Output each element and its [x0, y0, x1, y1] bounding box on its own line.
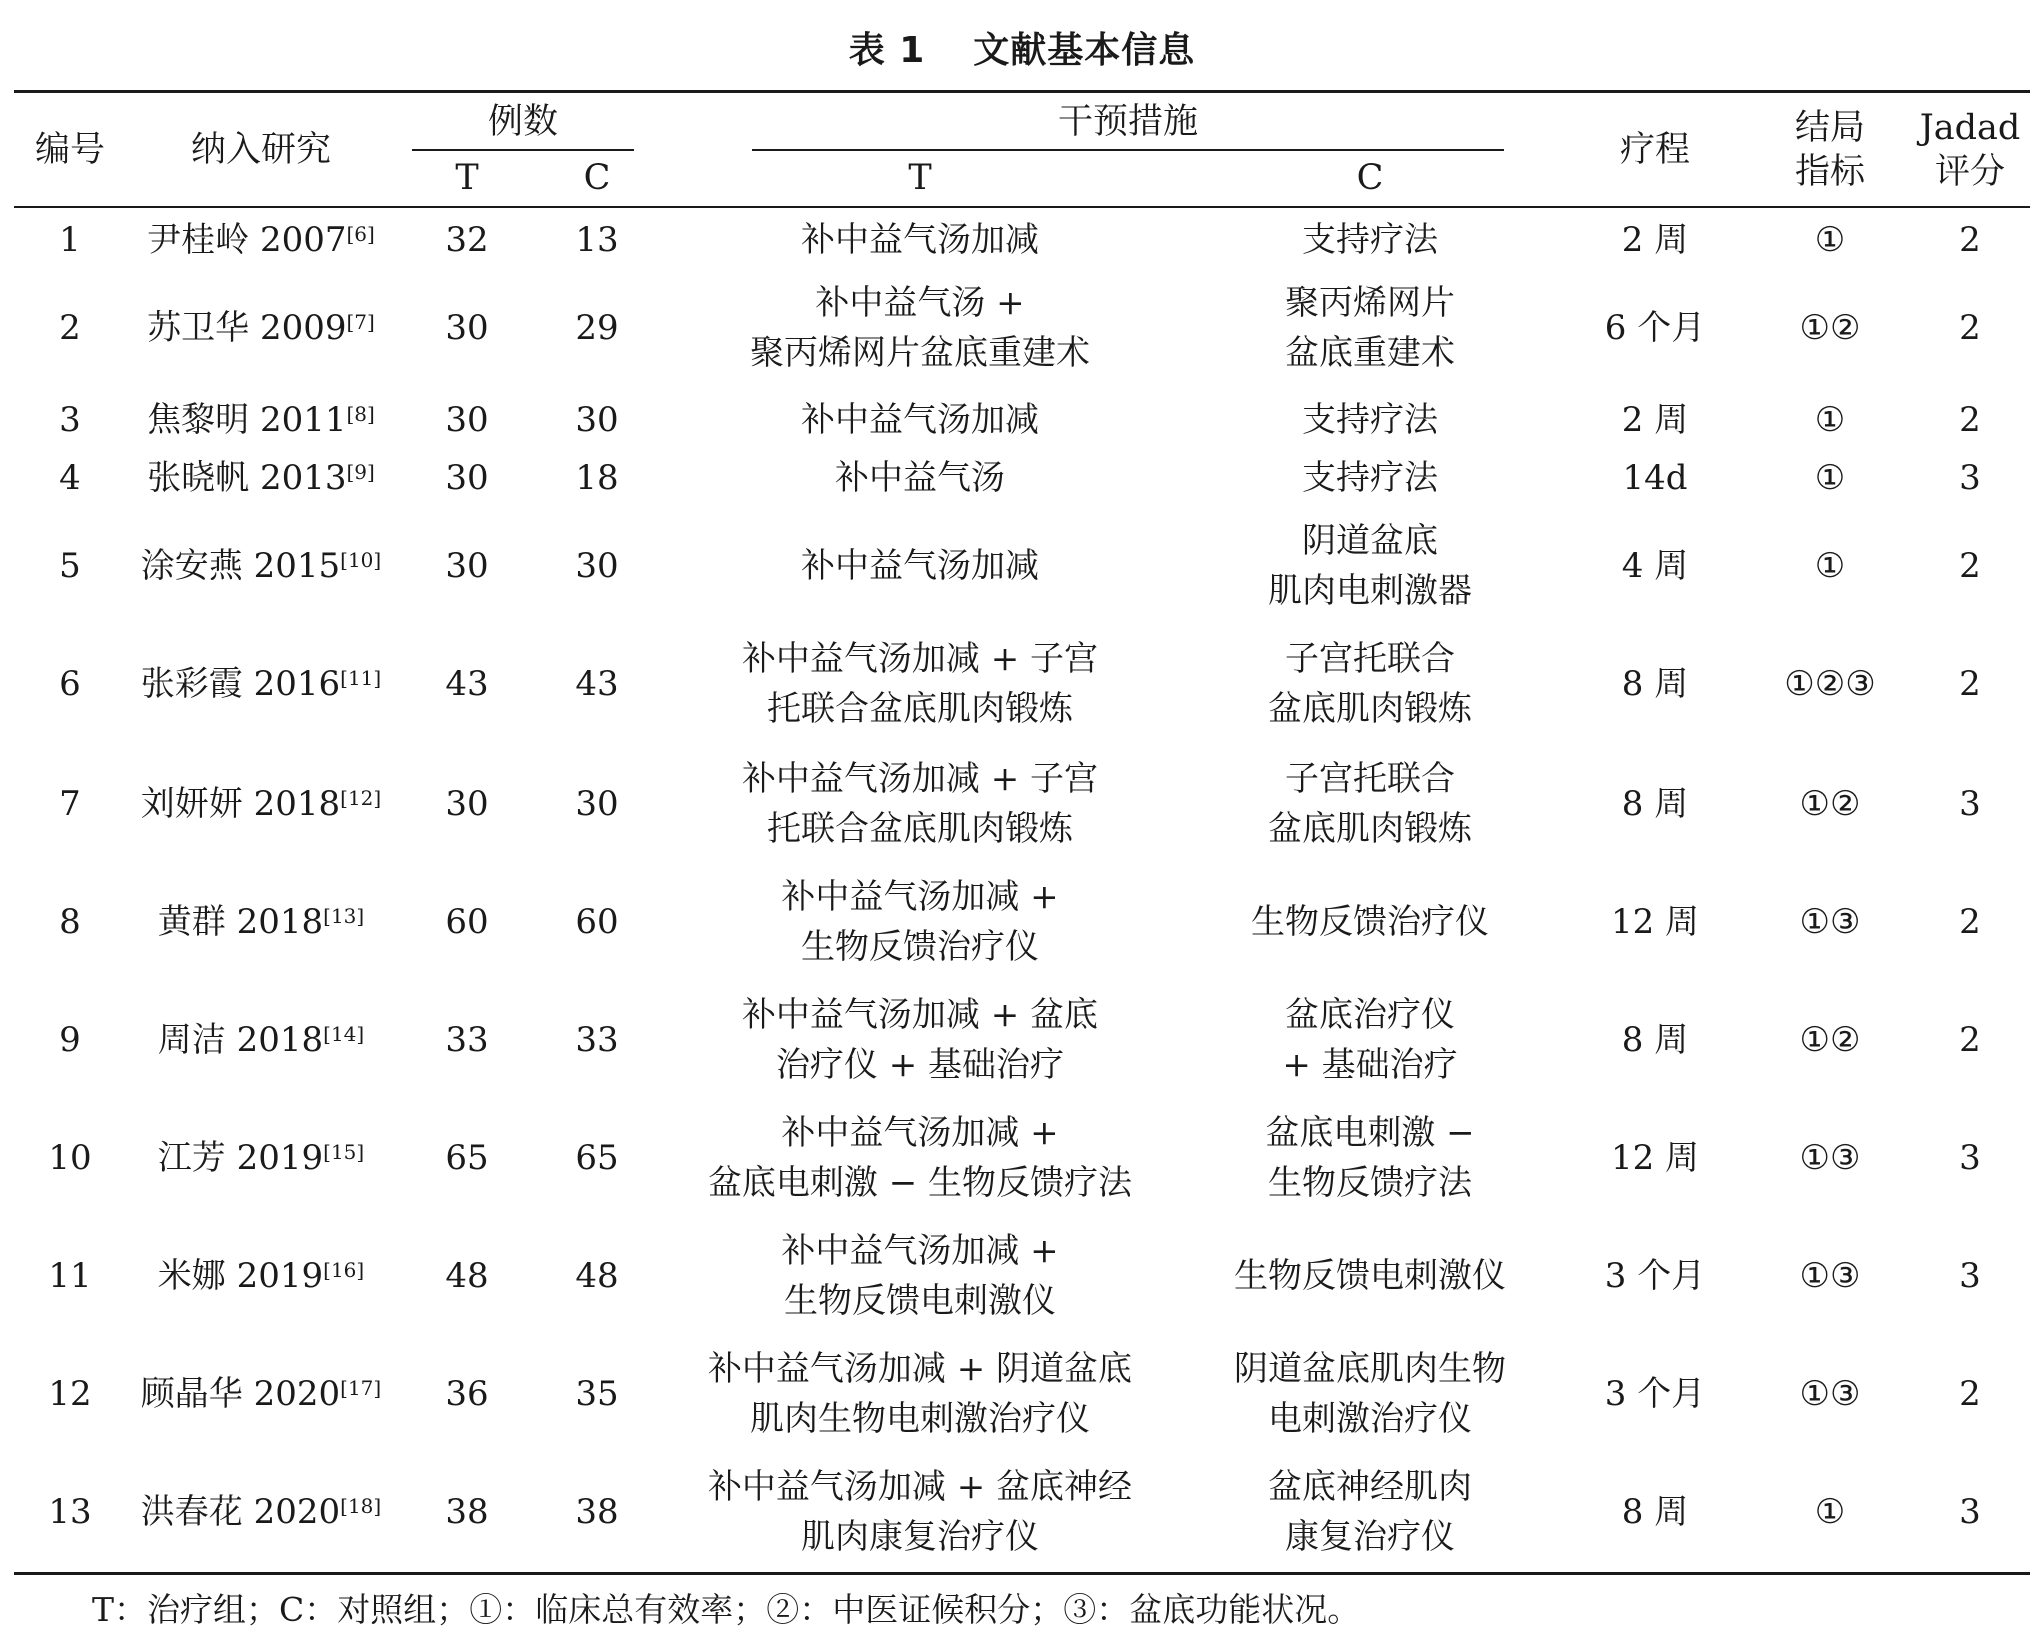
cell-line: 肌肉康复治疗仪	[801, 1517, 1039, 1557]
study-citation	[147, 303, 375, 353]
cell-cases-t: 60	[445, 902, 489, 942]
cell-id: 11	[48, 1256, 92, 1296]
cell-cases-c: 60	[575, 902, 619, 942]
reference-link[interactable]: [10]	[340, 548, 382, 572]
reference-link[interactable]: [6]	[346, 222, 375, 246]
cell-outcome: ①	[1814, 220, 1846, 260]
cell-study	[126, 1338, 396, 1450]
header-intervention: 干预措施	[1057, 102, 1198, 142]
study-name: 涂安燕 2015	[140, 546, 341, 586]
cell-study	[126, 510, 396, 622]
reference-link[interactable]: [13]	[323, 904, 365, 928]
cell-line: 盆底电刺激 − 生物反馈疗法	[707, 1163, 1133, 1203]
reference-link[interactable]: [7]	[346, 310, 375, 334]
cell-study	[126, 866, 396, 978]
cell-intervention-t	[690, 748, 1150, 860]
table-caption-number: 表 1	[848, 30, 926, 71]
cell-intervention-c	[1190, 510, 1550, 622]
cell-intervention-t	[690, 1102, 1150, 1214]
cell-line: + 基础治疗	[1282, 1045, 1458, 1085]
study-name: 焦黎明 2011	[147, 400, 347, 440]
study-citation	[141, 1369, 381, 1419]
cell-course: 8 周	[1621, 784, 1689, 824]
cell-intervention-t	[690, 628, 1150, 740]
cell-line: 聚丙烯网片盆底重建术	[750, 333, 1090, 373]
study-name: 江芳 2019	[157, 1138, 324, 1178]
cell-line: 盆底电刺激 −	[1265, 1113, 1475, 1153]
cell-cases-t: 32	[445, 220, 489, 260]
cell-line: 肌肉生物电刺激治疗仪	[750, 1399, 1090, 1439]
cell-id: 4	[59, 458, 81, 498]
cell-outcome: ①②	[1799, 784, 1861, 824]
cell-course: 6 个月	[1604, 308, 1706, 348]
cell-outcome: ①②③	[1784, 664, 1876, 704]
cell-line: 盆底肌肉锻炼	[1268, 689, 1472, 729]
reference-link[interactable]: [8]	[346, 402, 375, 426]
cell-line: 肌肉电刺激器	[1268, 571, 1472, 611]
study-name: 周洁 2018	[157, 1020, 324, 1060]
reference-link[interactable]: [12]	[340, 786, 382, 810]
study-name: 张彩霞 2016	[140, 664, 341, 704]
cell-intervention-c	[1190, 272, 1550, 384]
cell-line: 补中益气汤加减	[801, 400, 1039, 440]
header-id: 编号	[34, 130, 105, 170]
cell-intervention-c	[1190, 1102, 1550, 1214]
cell-jadad: 2	[1959, 664, 1981, 704]
cell-course: 3 个月	[1604, 1256, 1706, 1296]
cell-line: 补中益气汤加减 +	[781, 1113, 1059, 1153]
cell-cases-c: 43	[575, 664, 619, 704]
cell-line: 补中益气汤加减 + 子宫	[741, 639, 1099, 679]
cell-jadad: 2	[1959, 1020, 1981, 1060]
study-citation	[147, 395, 375, 445]
cell-outcome: ①	[1814, 458, 1846, 498]
cell-outcome: ①	[1814, 546, 1846, 586]
cell-line: 支持疗法	[1302, 400, 1438, 440]
cell-intervention-c	[1190, 866, 1550, 978]
cell-id: 1	[59, 220, 81, 260]
cell-study	[126, 1102, 396, 1214]
cell-intervention-c	[1190, 748, 1550, 860]
cell-cases-t: 33	[445, 1020, 489, 1060]
cell-line: 补中益气汤加减 + 阴道盆底	[707, 1349, 1133, 1389]
cell-id: 3	[59, 400, 81, 440]
cell-line: 托联合盆底肌肉锻炼	[767, 689, 1073, 729]
cell-line: 子宫托联合	[1285, 639, 1455, 679]
study-name: 洪春花 2020	[140, 1492, 341, 1532]
reference-link[interactable]: [18]	[340, 1494, 382, 1518]
cell-outcome: ①③	[1799, 1138, 1861, 1178]
cell-intervention-t	[690, 866, 1150, 978]
cell-jadad: 3	[1959, 784, 1981, 824]
study-name: 苏卫华 2009	[147, 308, 347, 348]
study-citation	[158, 1015, 364, 1065]
cell-cases-t: 65	[445, 1138, 489, 1178]
reference-link[interactable]: [16]	[323, 1258, 365, 1282]
cell-cases-t: 36	[445, 1374, 489, 1414]
study-citation	[158, 1133, 364, 1183]
header-course: 疗程	[1619, 130, 1690, 170]
cell-outcome: ①③	[1799, 1256, 1861, 1296]
cell-line: 生物反馈治疗仪	[1251, 902, 1489, 942]
cell-outcome: ①③	[1799, 902, 1861, 942]
study-name: 顾晶华 2020	[140, 1374, 341, 1414]
cell-intervention-t	[690, 392, 1150, 448]
cell-cases-c: 33	[575, 1020, 619, 1060]
cell-id: 5	[59, 546, 81, 586]
cell-intervention-t	[690, 272, 1150, 384]
header-jadad-line1: Jadad	[1919, 108, 2021, 148]
cell-study	[126, 628, 396, 740]
cell-line: 托联合盆底肌肉锻炼	[767, 809, 1073, 849]
cell-line: 电刺激治疗仪	[1268, 1399, 1472, 1439]
reference-link[interactable]: [17]	[340, 1376, 382, 1400]
cell-line: 生物反馈治疗仪	[801, 927, 1039, 967]
study-name: 黄群 2018	[157, 902, 324, 942]
cell-intervention-c	[1190, 1220, 1550, 1332]
cell-course: 8 周	[1621, 664, 1689, 704]
cell-study	[126, 1220, 396, 1332]
cell-intervention-t	[690, 1456, 1150, 1568]
cell-cases-c: 30	[575, 400, 619, 440]
cell-line: 补中益气汤 +	[815, 283, 1025, 323]
cell-intervention-t	[690, 212, 1150, 268]
cell-intervention-c	[1190, 984, 1550, 1096]
table-bottom-rule	[14, 1572, 2030, 1575]
cell-line: 生物反馈疗法	[1268, 1163, 1472, 1203]
cell-cases-t: 30	[445, 546, 489, 586]
cell-intervention-c	[1190, 1338, 1550, 1450]
cell-line: 盆底治疗仪	[1285, 995, 1455, 1035]
intervention-subheader-rule	[752, 149, 1504, 151]
cell-study	[126, 392, 396, 448]
study-citation	[147, 215, 375, 265]
cell-study	[126, 748, 396, 860]
cases-subheader-rule	[412, 149, 634, 151]
study-citation	[158, 1251, 364, 1301]
cell-line: 补中益气汤	[835, 458, 1005, 498]
cell-outcome: ①③	[1799, 1374, 1861, 1414]
cell-jadad: 3	[1959, 458, 1981, 498]
cell-intervention-t	[690, 984, 1150, 1096]
cell-intervention-t	[690, 1220, 1150, 1332]
cell-jadad: 2	[1959, 1374, 1981, 1414]
cell-jadad: 2	[1959, 400, 1981, 440]
cell-jadad: 2	[1959, 546, 1981, 586]
cell-line: 补中益气汤加减	[801, 220, 1039, 260]
cell-line: 补中益气汤加减 + 盆底神经	[707, 1467, 1133, 1507]
cell-study	[126, 1456, 396, 1568]
cell-line: 康复治疗仪	[1285, 1517, 1455, 1557]
reference-link[interactable]: [9]	[346, 460, 375, 484]
header-outcome	[1760, 96, 1900, 204]
header-cases: 例数	[487, 102, 558, 142]
cell-intervention-t	[690, 1338, 1150, 1450]
cell-line: 支持疗法	[1302, 458, 1438, 498]
cell-intervention-t	[690, 452, 1150, 504]
cell-cases-c: 35	[575, 1374, 619, 1414]
cell-cases-c: 18	[575, 458, 619, 498]
reference-link[interactable]: [11]	[340, 666, 382, 690]
study-citation	[141, 659, 381, 709]
cell-course: 2 周	[1621, 220, 1689, 260]
reference-link[interactable]: [14]	[323, 1022, 365, 1046]
cell-study	[126, 984, 396, 1096]
cell-jadad: 3	[1959, 1492, 1981, 1532]
cell-intervention-c	[1190, 628, 1550, 740]
cell-outcome: ①	[1814, 400, 1846, 440]
study-citation	[141, 779, 381, 829]
table-caption-title: 文献基本信息	[973, 30, 1196, 71]
cell-line: 聚丙烯网片	[1285, 283, 1455, 323]
study-citation	[158, 897, 364, 947]
header-cases-c: C	[583, 158, 611, 198]
cell-id: 10	[48, 1138, 92, 1178]
header-outcome-line2: 指标	[1794, 152, 1865, 192]
study-name: 刘妍妍 2018	[140, 784, 341, 824]
cell-course: 3 个月	[1604, 1374, 1706, 1414]
header-intervention-c: C	[1356, 158, 1384, 198]
study-name: 张晓帆 2013	[147, 458, 347, 498]
study-citation	[147, 453, 375, 503]
cell-course: 2 周	[1621, 400, 1689, 440]
cell-line: 补中益气汤加减 +	[781, 1231, 1059, 1271]
cell-line: 盆底肌肉锻炼	[1268, 809, 1472, 849]
cell-cases-t: 30	[445, 308, 489, 348]
cell-line: 盆底神经肌肉	[1268, 1467, 1472, 1507]
cell-jadad: 3	[1959, 1138, 1981, 1178]
header-intervention-t: T	[908, 158, 932, 198]
cell-line: 子宫托联合	[1285, 759, 1455, 799]
cell-line: 治疗仪 + 基础治疗	[775, 1045, 1065, 1085]
cell-cases-c: 30	[575, 784, 619, 824]
cell-course: 12 周	[1610, 1138, 1700, 1178]
table-footnote: T：治疗组；C：对照组；①：临床总有效率；②：中医证候积分；③：盆底功能状况。	[92, 1590, 1361, 1629]
cell-jadad: 2	[1959, 902, 1981, 942]
cell-line: 盆底重建术	[1285, 333, 1455, 373]
cell-cases-t: 38	[445, 1492, 489, 1532]
cell-study	[126, 452, 396, 504]
cell-cases-t: 48	[445, 1256, 489, 1296]
cell-line: 补中益气汤加减	[801, 546, 1039, 586]
cell-id: 9	[59, 1020, 81, 1060]
table-top-rule	[14, 90, 2030, 93]
table-caption	[0, 22, 2044, 73]
cell-course: 12 周	[1610, 902, 1700, 942]
cell-outcome: ①②	[1799, 308, 1861, 348]
cell-cases-c: 13	[575, 220, 619, 260]
cell-intervention-c	[1190, 452, 1550, 504]
cell-course: 14d	[1622, 458, 1688, 498]
cell-line: 补中益气汤加减 + 盆底	[741, 995, 1099, 1035]
table-header-rule	[14, 206, 2030, 208]
cell-intervention-c	[1190, 392, 1550, 448]
study-name: 米娜 2019	[157, 1256, 324, 1296]
cell-course: 8 周	[1621, 1020, 1689, 1060]
cell-jadad: 3	[1959, 1256, 1981, 1296]
cell-cases-t: 30	[445, 400, 489, 440]
cell-id: 13	[48, 1492, 92, 1532]
header-jadad	[1910, 96, 2030, 204]
cell-intervention-c	[1190, 1456, 1550, 1568]
cell-study	[126, 272, 396, 384]
cell-intervention-c	[1190, 212, 1550, 268]
cell-cases-c: 38	[575, 1492, 619, 1532]
cell-cases-t: 30	[445, 784, 489, 824]
cell-line: 阴道盆底	[1302, 521, 1438, 561]
cell-line: 生物反馈电刺激仪	[1234, 1256, 1506, 1296]
cell-study	[126, 212, 396, 268]
cell-id: 8	[59, 902, 81, 942]
cell-cases-t: 43	[445, 664, 489, 704]
cell-line: 支持疗法	[1302, 220, 1438, 260]
cell-cases-c: 30	[575, 546, 619, 586]
cell-course: 4 周	[1621, 546, 1689, 586]
cell-line: 补中益气汤加减 +	[781, 877, 1059, 917]
cell-line: 阴道盆底肌肉生物	[1234, 1349, 1506, 1389]
cell-line: 补中益气汤加减 + 子宫	[741, 759, 1099, 799]
cell-line: 生物反馈电刺激仪	[784, 1281, 1056, 1321]
header-jadad-line2: 评分	[1934, 152, 2005, 192]
cell-cases-c: 65	[575, 1138, 619, 1178]
cell-outcome: ①	[1814, 1492, 1846, 1532]
cell-id: 12	[48, 1374, 92, 1414]
study-name: 尹桂岭 2007	[147, 220, 347, 260]
study-citation	[141, 541, 381, 591]
cell-cases-t: 30	[445, 458, 489, 498]
cell-cases-c: 29	[575, 308, 619, 348]
reference-link[interactable]: [15]	[323, 1140, 365, 1164]
header-outcome-line1: 结局	[1794, 108, 1865, 148]
cell-intervention-t	[690, 510, 1150, 622]
cell-course: 8 周	[1621, 1492, 1689, 1532]
cell-id: 2	[59, 308, 81, 348]
cell-cases-c: 48	[575, 1256, 619, 1296]
cell-id: 7	[59, 784, 81, 824]
cell-jadad: 2	[1959, 308, 1981, 348]
cell-jadad: 2	[1959, 220, 1981, 260]
cell-outcome: ①②	[1799, 1020, 1861, 1060]
header-study: 纳入研究	[190, 130, 331, 170]
cell-id: 6	[59, 664, 81, 704]
study-citation	[141, 1487, 381, 1537]
header-cases-t: T	[455, 158, 479, 198]
